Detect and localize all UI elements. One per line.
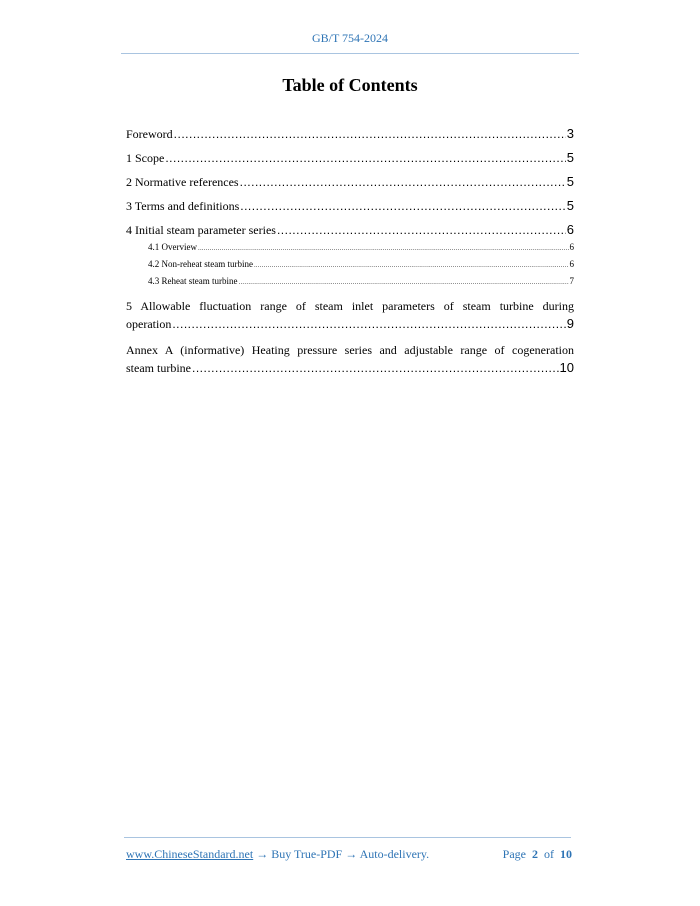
toc-entry-page: 10 xyxy=(559,360,574,375)
header-divider xyxy=(121,53,579,54)
footer-divider xyxy=(124,837,571,838)
header-document-id: GB/T 754-2024 xyxy=(311,31,389,45)
arrow-icon: → xyxy=(253,847,272,861)
toc-entry-text-line1: 5 Allowable fluctuation range of steam inlet parameters of steam turbine during xyxy=(126,299,574,313)
toc-entry-text: 1 Scope xyxy=(126,151,165,165)
toc-entry-page: 3 xyxy=(566,126,574,141)
page-footer xyxy=(126,847,572,862)
dot-leader xyxy=(277,222,566,238)
dot-leader xyxy=(240,174,566,190)
footer-links xyxy=(126,847,429,862)
toc-entry-text: 4.2 Non-reheat steam turbine xyxy=(148,259,253,269)
toc-entry-fluctuation-range[interactable] xyxy=(126,297,574,333)
table-of-contents xyxy=(126,126,574,385)
toc-entry-page: 5 xyxy=(566,150,574,165)
toc-entry-text-line1: Annex A (informative) Heating pressure series and adjustable range of cogeneration xyxy=(126,343,574,357)
toc-entry-foreword[interactable] xyxy=(126,126,574,142)
toc-entry-text: 4 Initial steam parameter series xyxy=(126,223,276,237)
toc-entry-annex-a[interactable] xyxy=(126,341,574,377)
dot-leader xyxy=(198,243,569,256)
toc-entry-page: 6 xyxy=(569,242,574,252)
toc-entry-text: Foreword xyxy=(126,127,173,141)
dot-leader xyxy=(238,277,568,290)
toc-entry-initial-steam-parameter-series[interactable] xyxy=(126,222,574,238)
toc-entry-scope[interactable] xyxy=(126,150,574,166)
toc-entry-page: 9 xyxy=(566,316,574,331)
toc-entry-page: 7 xyxy=(569,276,574,286)
toc-entry-text-line2: steam turbine xyxy=(126,361,191,375)
toc-title: Table of Contents xyxy=(282,75,418,95)
toc-entry-page: 5 xyxy=(566,174,574,189)
toc-entry-page: 6 xyxy=(566,222,574,237)
toc-entry-text: 2 Normative references xyxy=(126,175,239,189)
toc-entry-page: 5 xyxy=(566,198,574,213)
toc-subentry-overview[interactable] xyxy=(126,241,574,254)
dot-leader xyxy=(192,359,559,377)
dot-leader xyxy=(165,150,565,166)
footer-delivery-text: Auto-delivery. xyxy=(359,847,430,861)
toc-subentry-reheat[interactable] xyxy=(126,275,574,288)
footer-buy-link[interactable]: Buy True-PDF xyxy=(271,847,343,861)
toc-entry-text-line2: operation xyxy=(126,317,172,331)
of-label: of xyxy=(544,847,554,861)
page-current: 2 xyxy=(532,847,538,861)
dot-leader xyxy=(240,198,566,214)
toc-entry-text: 4.1 Overview xyxy=(148,242,197,252)
toc-entry-terms-definitions[interactable] xyxy=(126,198,574,214)
toc-subentry-non-reheat[interactable] xyxy=(126,258,574,271)
page-number xyxy=(503,847,572,862)
page-label: Page xyxy=(502,847,526,861)
dot-leader xyxy=(254,260,569,273)
page-total: 10 xyxy=(560,847,572,861)
toc-entry-normative-references[interactable] xyxy=(126,174,574,190)
arrow-icon: → xyxy=(342,847,360,861)
toc-entry-page: 6 xyxy=(569,259,574,269)
dot-leader xyxy=(172,315,565,333)
toc-entry-text: 4.3 Reheat steam turbine xyxy=(148,276,238,286)
dot-leader xyxy=(174,126,566,142)
toc-entry-text: 3 Terms and definitions xyxy=(126,199,240,213)
footer-site-link[interactable]: www.ChineseStandard.net xyxy=(126,847,254,861)
